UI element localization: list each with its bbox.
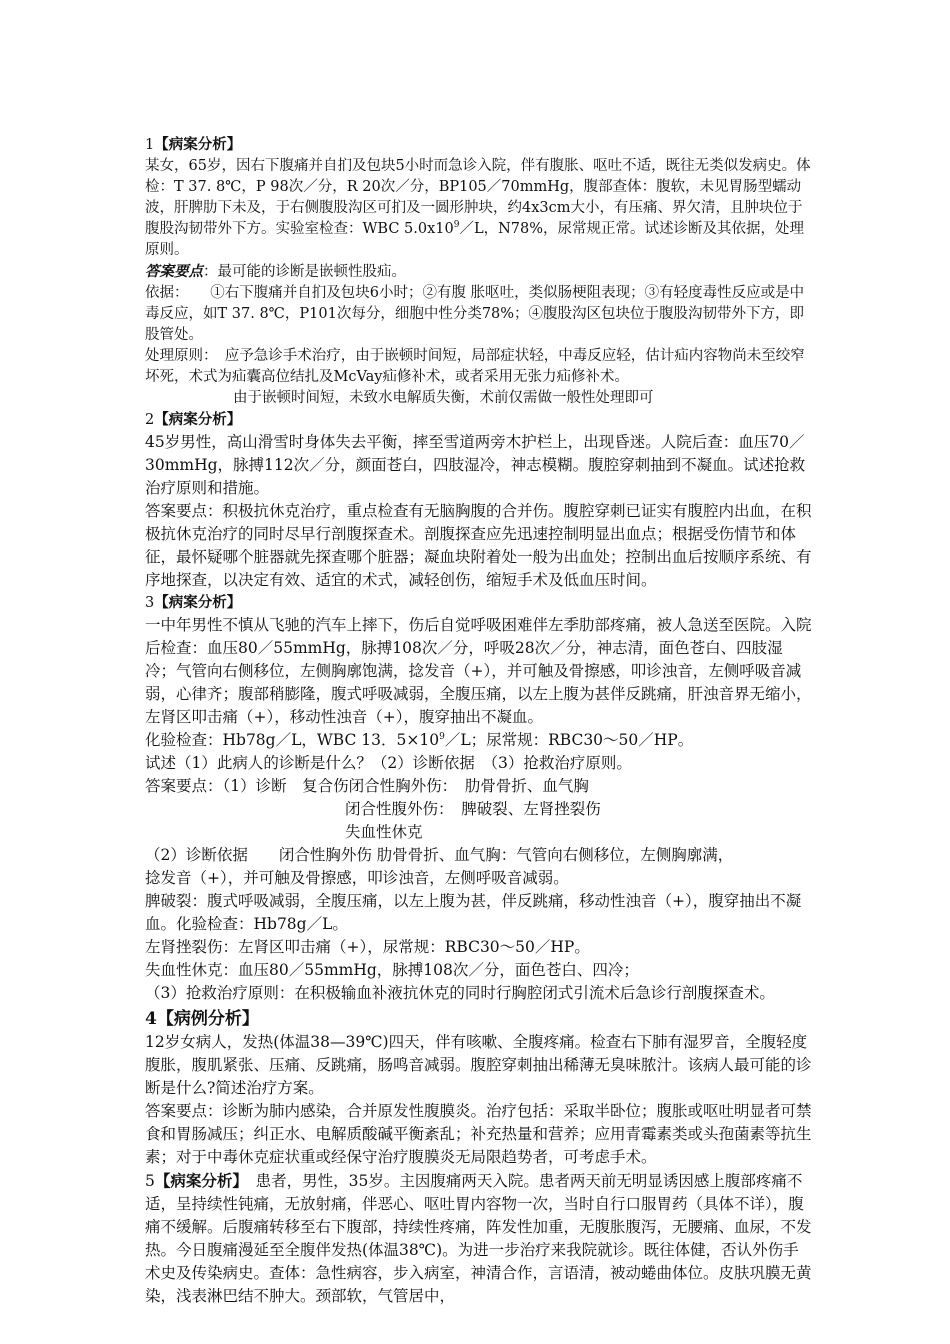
case-number: 4	[145, 1009, 157, 1029]
case-2-heading	[145, 409, 813, 431]
case-3-body: 一中年男性不慎从飞驰的汽车上摔下，伤后自觉呼吸困难伴左季肋部疼痛，被人急送至医院。入院后检查：血压80／55mmHg，脉搏108次／分，呼吸28次／分，神志清，面色苍白、四肢湿冷；气管向右侧移位，左侧胸廓饱满，捻发音（+），并可触及骨擦感，叩诊浊音，左侧呼吸音减弱，心律齐；腹部稍膨隆，腹式呼吸减弱，全腹压痛，以左上腹为甚伴反跳痛，肝浊音界无缩小，左肾区叩击痛（+），移动性浊音（+），腹穿抽出不凝血。	[145, 616, 812, 726]
case-3	[145, 592, 813, 1005]
case-5	[145, 1169, 813, 1308]
case-4-body: 12岁女病人，发热(体温38—39℃)四天，伴有咳嗽、全腹疼痛。检查右下肺有湿罗音，全腹轻度腹胀，腹肌紧张、压痛、反跳痛，肠鸣音减弱。腹腔穿刺抽出稀薄无臭味脓汁。该病人最可能的诊断是什么?简述治疗方案。	[145, 1033, 812, 1097]
case-3-lab	[145, 729, 813, 752]
case-title: 【病案分析】	[154, 411, 242, 428]
case-3-basis-1: （2）诊断依据 闭合性胸外伤 肋骨骨折、血气胸：气管向右侧移位，左侧胸廓满，	[145, 846, 734, 864]
case-2-answer: 答案要点：积极抗休克治疗，重点检查有无脑胸腹的合并伤。腹腔穿刺已证实有腹腔内出血，在积极抗休克治疗的同时尽早行剖腹探查术。剖腹探查应先迅速控制明显出血点；根据受伤情节和体征，最怀疑哪个脏器就先探查哪个脏器；凝血块附着处一般为出血处；控制出血后按顺序系统、有序地探查，以决定有效、适宜的术式，减轻创伤，缩短手术及低血压时间。	[145, 502, 812, 589]
case-title: 【病例分析】	[156, 1009, 259, 1029]
case-1-body	[145, 156, 813, 261]
case-1-principle: 处理原则： 应予急诊手术治疗，由于嵌顿时间短，局部症状轻，中毒反应轻，估计疝内容物尚未至绞窄坏死，术式为疝囊高位结扎及McVay疝修补术，或者采用无张力疝修补术。	[145, 348, 805, 385]
case-2	[145, 409, 813, 592]
case-1-heading	[145, 134, 813, 156]
superscript: 9	[453, 220, 460, 231]
case-5-body-text: 患者，男性，35岁。主因腹痛两天入院。患者两天前无明显诱因感上腹部疼痛不适，呈持续性钝痛，无放射痛，伴恶心、呕吐胃内容物一次，当时自行口服胃药（具体不详），腹痛不缓解。后腹痛转移至右下腹部，持续性疼痛，阵发性加重，无腹胀腹泻，无腰痛、血尿，不发热。今日腹痛漫延至全腹伴发热(体温38℃)。为进一步治疗来我院就诊。既往体健，否认外伤手术史及传染病史。查体：急性病容，步入病室，神清合作，言语清，被动蜷曲体位。皮肤巩膜无黄染，浅表淋巴结不肿大。颈部软，气管居中，	[145, 1172, 812, 1305]
case-1-body-tail: ／L，N78%，尿常规正常。试述诊断及其依据，处理原则。	[145, 221, 804, 258]
case-title: 【病案分析】	[154, 136, 242, 153]
case-4-answer: 答案要点：诊断为肺内感染，合并原发性腹膜炎。治疗包括：采取半卧位；腹胀或呕吐明显者可禁食和胃肠减压；纠正水、电解质酸碱平衡紊乱；补充热量和营养；应用青霉素类或头孢菌素等抗生素；对于中毒休克症状重或经保守治疗腹膜炎无局限趋势者，可考虑手术。	[145, 1102, 812, 1166]
case-3-heading	[145, 592, 813, 614]
case-3-answer-2: 闭合性腹外伤： 脾破裂、左肾挫裂伤	[345, 800, 601, 818]
case-1	[145, 134, 813, 409]
case-3-answer-3: 失血性休克	[345, 823, 423, 841]
case-2-body: 45岁男性，高山滑雪时身体失去平衡，摔至雪道两旁木护栏上，出现昏迷。人院后查：血压70／30mmHg，脉搏112次／分，颜面苍白，四肢湿冷，神志模糊。腹腔穿刺抽到不凝血。试述抢救治疗原则和措施。	[145, 433, 806, 497]
case-5-body	[145, 1169, 813, 1308]
case-number: 5	[145, 1172, 155, 1190]
document-page	[145, 134, 813, 1308]
lab-text: 化验检查：Hb78g／L，WBC 13．5×10	[145, 731, 440, 749]
case-3-basis-2: 捻发音（+），并可触及骨擦感，叩诊浊音，左侧呼吸音减弱。	[145, 869, 569, 887]
lab-tail: ／L；尿常规：RBC30～50／HP。	[444, 731, 694, 749]
case-title: 【病案分析】	[154, 594, 242, 611]
case-3-spleen: 脾破裂：腹式呼吸减弱，全腹压痛，以左上腹为甚，伴反跳痛，移动性浊音（+），腹穿抽出不凝血。化验检查：Hb78g／L。	[145, 892, 802, 933]
case-number: 1	[145, 137, 155, 153]
case-3-question: 试述（1）此病人的诊断是什么？（2）诊断依据 （3）抢救治疗原则。	[145, 754, 632, 772]
case-3-shock: 失血性休克：血压80／55mmHg，脉搏108次／分，面色苍白、四冷；	[145, 961, 639, 979]
case-1-basis: 依据： ①右下腹痛并自扪及包块6小时；②有腹 胀呕吐，类似肠梗阻表现；③有轻度毒性反应或是中毒反应，如T 37. 8℃，P101次每分，细胞中性分类78%；④腹股沟区包块位于腹股沟韧带外下方，即股管处。	[145, 285, 805, 343]
case-1-principle-2: 由于嵌顿时间短，未致水电解质失衡，术前仅需做一般性处理即可	[233, 390, 654, 406]
answer-label: 答案要点	[145, 263, 203, 280]
case-number: 2	[145, 412, 155, 428]
answer-text: ：最可能的诊断是嵌顿性股疝。	[203, 264, 406, 280]
superscript: 9	[439, 731, 445, 742]
case-3-kidney: 左肾挫裂伤：左肾区叩击痛（+），尿常规：RBC30～50／HP。	[145, 938, 590, 956]
case-number: 3	[145, 595, 155, 611]
case-3-answer-1: 答案要点：（1）诊断 复合伤闭合性胸外伤： 肋骨骨折、血气胸	[145, 777, 589, 795]
case-1-body-text: 某女，65岁，因右下腹痛并自扪及包块5小时而急诊入院，伴有腹胀、呕吐不适，既往无类似发病史。体检：T 37. 8℃，P 98次／分，R 20次／分，BP105／70mmHg，腹部查体：腹软，未见胃肠型蠕动波，肝脾肋下未及，于右侧腹股沟区可扪及一圆形肿块，约4x3cm大小，有压痛、界欠清，且肿块位于腹股沟韧带外下方。实验室检查：WBC 5.0x10	[145, 158, 811, 237]
case-4	[145, 1007, 813, 1169]
case-title: 【病案分析】	[154, 1171, 241, 1190]
case-3-treatment: （3）抢救治疗原则：在积极输血补液抗休克的同时行胸腔闭式引流术后急诊行剖腹探查术。	[145, 984, 775, 1002]
case-1-answer	[145, 261, 813, 283]
case-4-heading	[145, 1007, 813, 1031]
